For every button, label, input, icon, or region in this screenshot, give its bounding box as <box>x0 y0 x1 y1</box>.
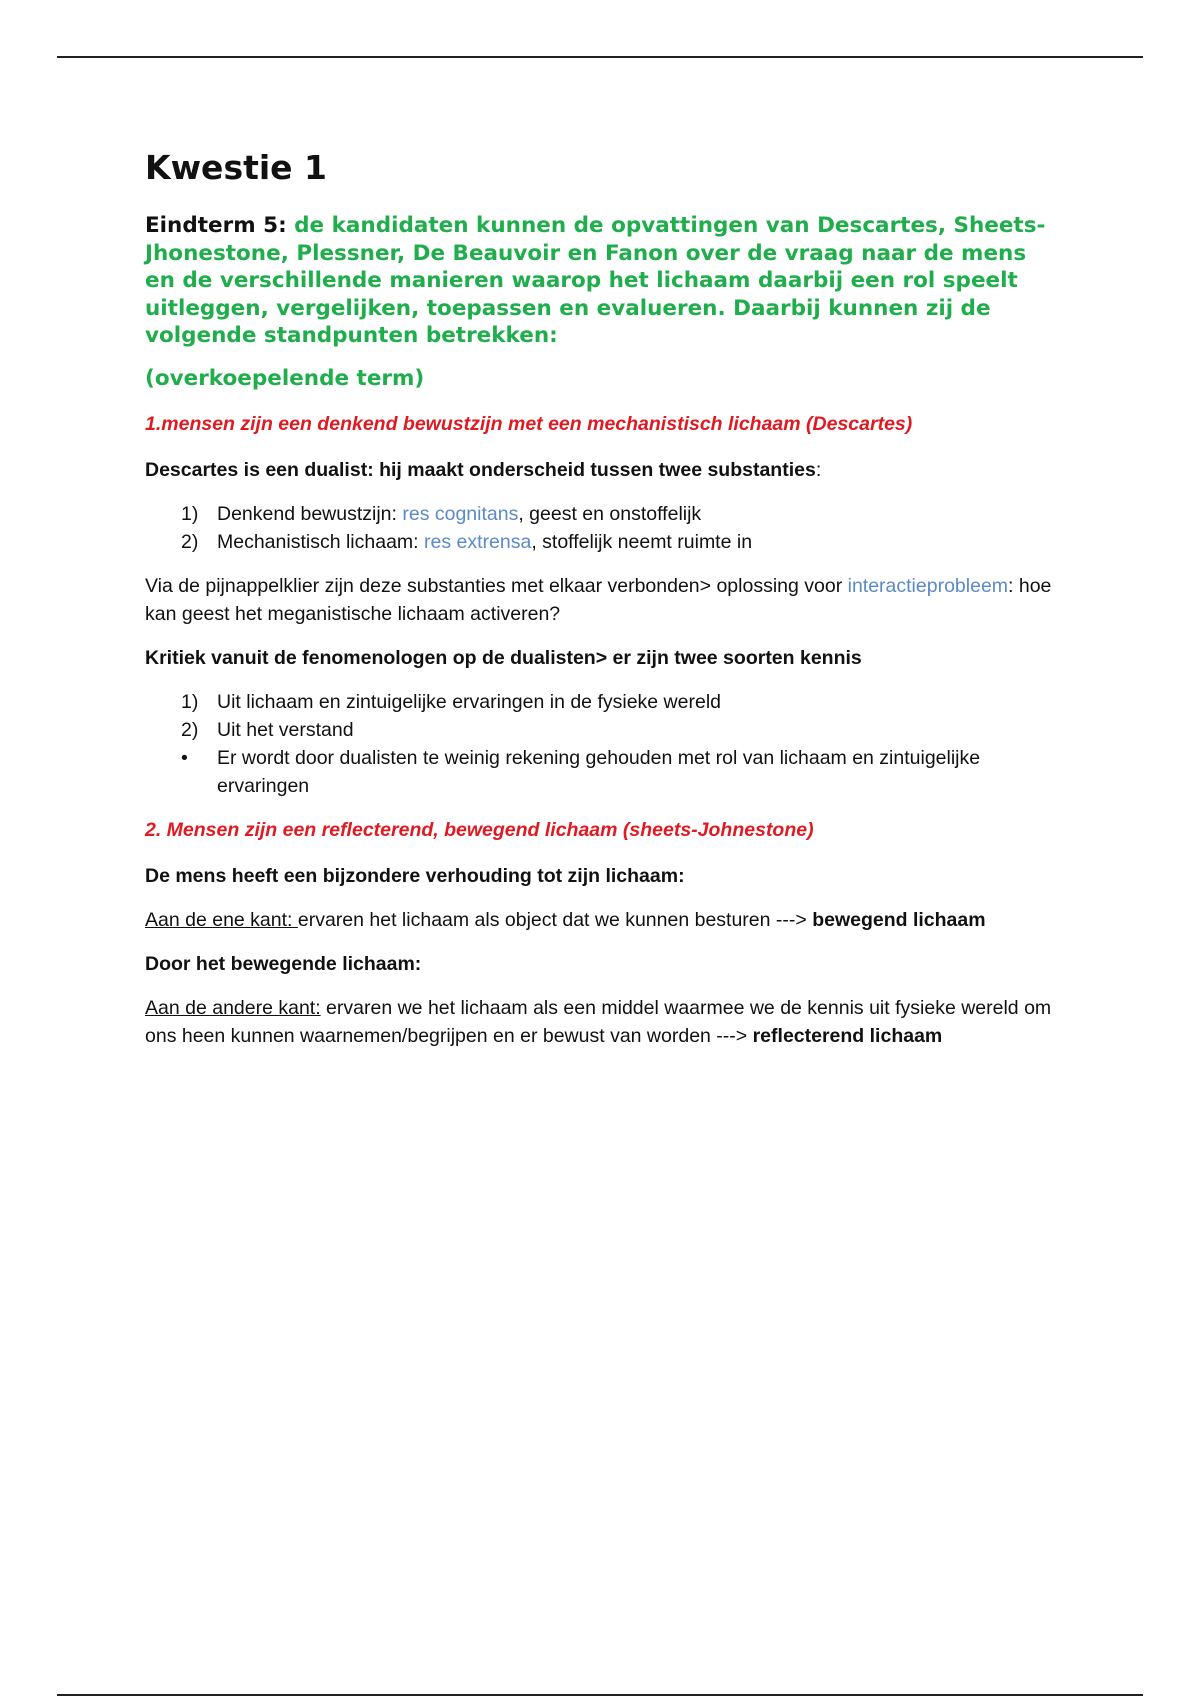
list-item <box>145 688 1055 716</box>
pineal-text: Via de pijnappelklier zijn deze substanties met elkaar verbonden> oplossing voor <box>145 574 848 597</box>
term-res-extrensa: res extrensa <box>424 530 532 553</box>
side1-label: Aan de ene kant: <box>145 908 298 931</box>
side2-paragraph <box>145 994 1055 1050</box>
pineal-paragraph <box>145 572 1055 628</box>
term-interactieprobleem: interactieprobleem <box>847 574 1009 597</box>
item-text: , stoffelijk neemt ruimte in <box>531 530 753 553</box>
list-marker: 1) <box>181 502 199 525</box>
moving-heading: Door het bewegende lichaam: <box>145 952 422 975</box>
dualist-intro-tail: : <box>815 458 822 481</box>
critique-heading: Kritiek vanuit de fenomenologen op de dualisten> er zijn twee soorten kennis <box>145 646 862 669</box>
side1-text: ervaren het lichaam als object dat we kunnen besturen ---> <box>297 908 813 931</box>
list-item <box>145 528 1055 556</box>
pineal-text-tail: : hoe kan geest het meganistische lichaam activeren? <box>145 574 1052 625</box>
overkoepelende-term: (overkoepelende term) <box>145 365 425 391</box>
substances-list <box>145 500 1055 556</box>
item-text: Uit lichaam en zintuigelijke ervaringen in de fysieke wereld <box>217 690 722 713</box>
list-item <box>145 500 1055 528</box>
item-text: Denkend bewustzijn: <box>217 502 403 525</box>
eindterm-text: de kandidaten kunnen de opvattingen van Descartes, Sheets-Jhonestone, Plessner, De Beauvoir en Fanon over de vraag naar de mens en de verschillende manieren waarop het lichaam daarbij een rol speelt uitleggen, vergelijken, toepassen en evalueren. Daarbij kunnen zij de volgende standpunten betrekken: <box>145 213 1046 348</box>
side2-label: Aan de andere kant: <box>145 996 321 1019</box>
list-marker: 2) <box>181 530 199 553</box>
bullet-marker: • <box>181 746 188 769</box>
side2-text: ervaren we het lichaam als een middel waarmee we de kennis uit fysieke wereld om ons heen kunnen waarnemen/begrijpen en er bewust van worden ---> <box>145 996 1052 1047</box>
bottom-rule <box>57 1694 1143 1696</box>
item-text: Mechanistisch lichaam: <box>217 530 424 553</box>
eindterm-label: Eindterm 5: <box>145 213 287 238</box>
side1-paragraph <box>145 906 1055 934</box>
section1-heading: 1.mensen zijn een denkend bewustzijn met een mechanistisch lichaam (Descartes) <box>145 412 913 435</box>
relation-heading: De mens heeft een bijzondere verhouding tot zijn lichaam: <box>145 864 685 887</box>
side2-bold: reflecterend lichaam <box>752 1024 943 1047</box>
dualist-intro-bold: Descartes is een dualist: hij maakt onderscheid tussen twee substanties <box>145 458 816 481</box>
list-marker: 1) <box>181 690 199 713</box>
section2-heading: 2. Mensen zijn een reflecterend, bewegend lichaam (sheets-Johnestone) <box>145 818 814 841</box>
list-marker: 2) <box>181 718 199 741</box>
list-item <box>145 744 1055 800</box>
side1-bold: bewegend lichaam <box>812 908 986 931</box>
list-item <box>145 716 1055 744</box>
item-text: Er wordt door dualisten te weinig rekening gehouden met rol van lichaam en zintuigelijke ervaringen <box>217 746 981 797</box>
dualist-intro <box>145 456 1055 484</box>
eindterm-paragraph <box>145 212 1055 350</box>
top-rule <box>57 56 1143 58</box>
document-page <box>145 148 1055 1066</box>
item-text: Uit het verstand <box>217 718 354 741</box>
item-text: , geest en onstoffelijk <box>518 502 702 525</box>
page-title: Kwestie 1 <box>145 148 327 187</box>
knowledge-list <box>145 688 1055 800</box>
term-res-cognitans: res cognitans <box>402 502 519 525</box>
